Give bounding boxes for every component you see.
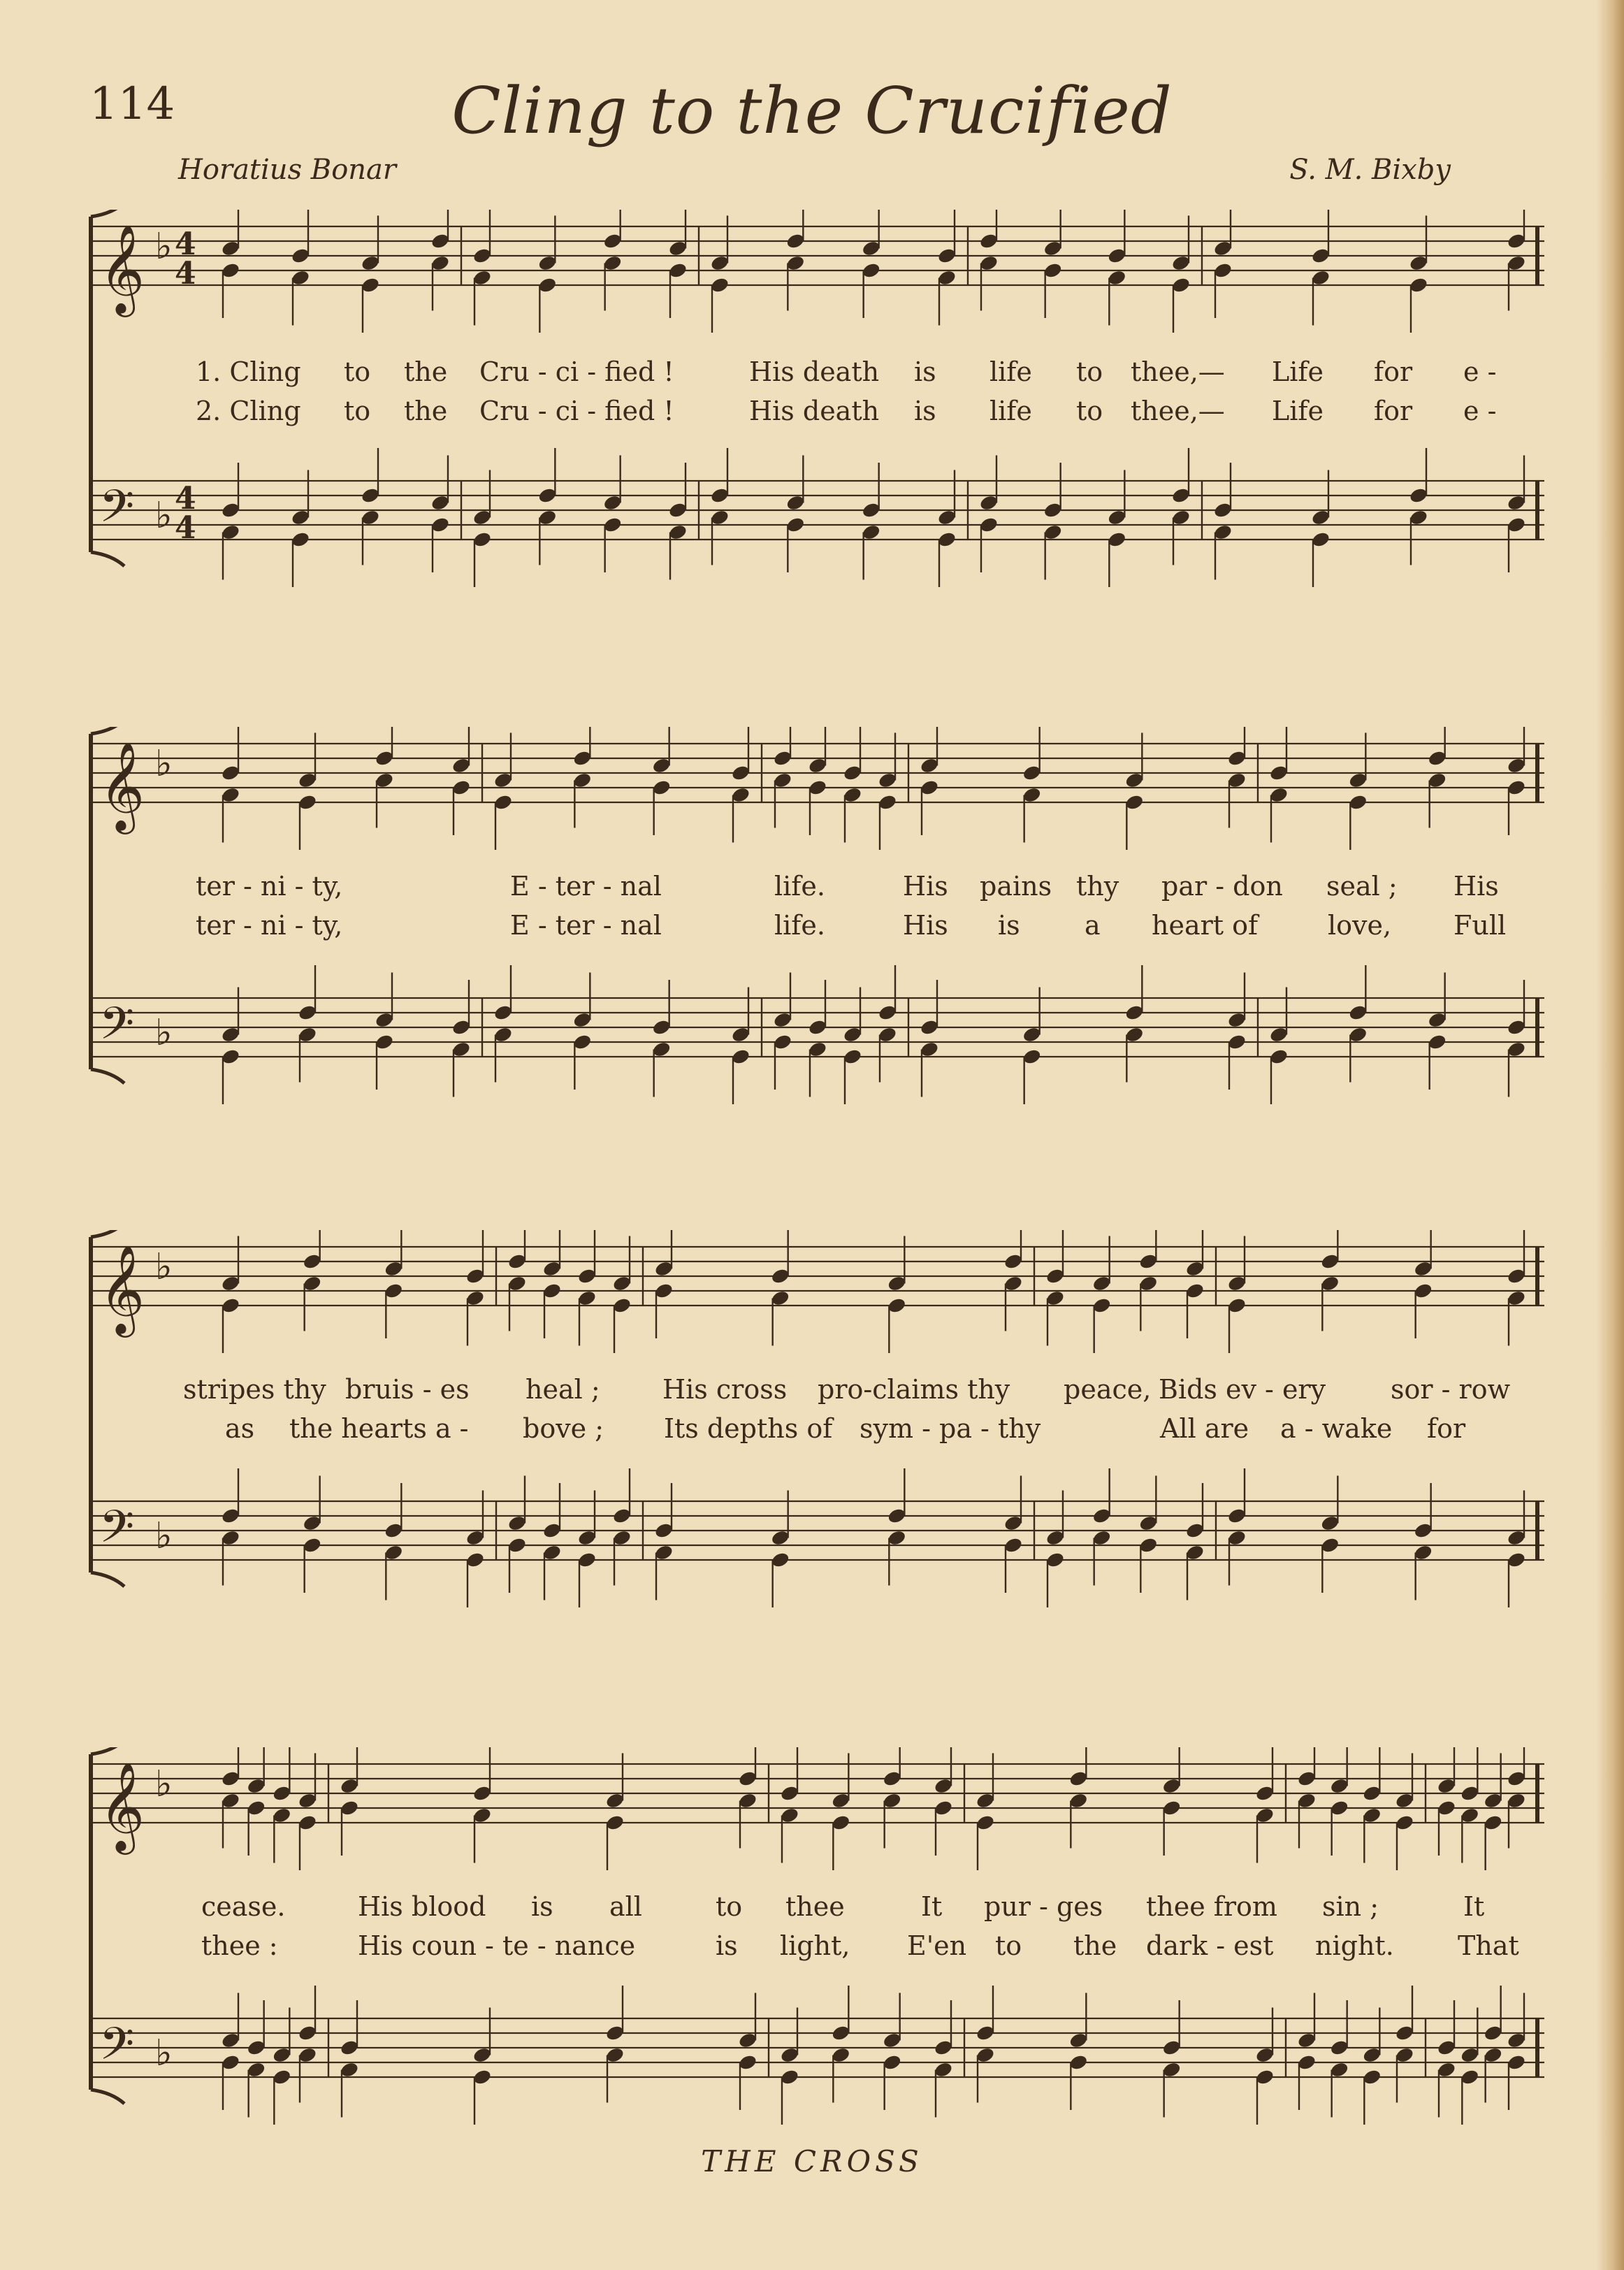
lyric-syllable: 2. Cling [196,396,301,426]
lyric-syllable: thee : [201,1930,278,1961]
lyric-syllable: stripes thy [183,1374,326,1405]
lyric-syllable: life [989,396,1032,426]
lyric-syllable: par - don [1161,871,1283,902]
lyric-syllable: It [921,1891,943,1922]
lyric-syllable: Life [1272,396,1324,426]
music-system-1 [0,210,1624,601]
lyric-syllable: sin ; [1322,1891,1379,1922]
lyric-syllable: His [1453,871,1499,902]
verse-1-line [0,356,1624,396]
verse-2-line [0,396,1624,435]
lyric-syllable: His [903,871,948,902]
lyric-syllable: Cru - ci - fied ! [479,396,674,426]
lyric-syllable: Cru - ci - fied ! [479,356,674,387]
lyric-syllable: to [1076,396,1103,426]
lyric-syllable: His death [749,356,880,387]
lyric-syllable: E - ter - nal [510,871,662,902]
lyric-syllable: is [531,1891,553,1922]
lyric-syllable: for [1374,356,1413,387]
svg-text:𝄞: 𝄞 [99,1761,145,1851]
svg-text:𝄞: 𝄞 [99,224,145,313]
lyric-syllable: life [989,356,1032,387]
lyric-syllable: E'en [907,1930,967,1961]
lyric-syllable: to [716,1891,743,1922]
svg-text:♭: ♭ [155,1012,173,1054]
svg-text:♭: ♭ [155,1763,173,1805]
svg-text:♭: ♭ [155,226,173,268]
lyric-syllable: for [1427,1413,1466,1444]
lyric-syllable: 1. Cling [196,356,301,387]
lyric-syllable: to [344,356,371,387]
lyric-syllable: cease. [201,1891,286,1922]
lyric-syllable: a [1085,910,1101,941]
lyric-syllable: His death [749,396,880,426]
verse-2-line [0,1930,1624,1969]
lyric-syllable: bruis - es [345,1374,470,1405]
svg-text:𝄢: 𝄢 [99,998,135,1061]
svg-text:4: 4 [175,510,196,546]
lyric-syllable: His [903,910,948,941]
lyric-syllable: Full [1453,910,1507,941]
lyric-syllable: seal ; [1326,871,1398,902]
svg-text:𝄢: 𝄢 [99,481,135,544]
lyric-syllable: heart of [1152,910,1259,941]
lyric-syllable: the [1073,1930,1117,1961]
verse-1-line [0,1374,1624,1413]
lyric-syllable: love, [1328,910,1392,941]
lyric-syllable: That [1458,1930,1519,1961]
lyric-syllable: light, [780,1930,850,1961]
lyric-syllable: Bids ev - ery [1159,1374,1326,1405]
hymn-title: Cling to the Crucified [451,73,1173,148]
verse-2-line [0,910,1624,949]
svg-text:♭: ♭ [155,1515,173,1557]
lyric-syllable: life. [774,910,825,941]
verse-1-line [0,1891,1624,1930]
music-system-4 [0,1747,1624,2139]
lyric-syllable: e - [1463,356,1497,387]
lyric-syllable: sym - pa - thy [860,1413,1041,1444]
composer: S. M. Bixby [1289,154,1451,186]
lyric-syllable: the hearts a - [289,1413,469,1444]
svg-text:𝄢: 𝄢 [99,2018,135,2081]
lyricist: Horatius Bonar [178,154,397,186]
lyric-syllable: bove ; [523,1413,604,1444]
lyric-syllable: is [716,1930,738,1961]
svg-text:𝄢: 𝄢 [99,1501,135,1564]
lyric-syllable: all [609,1891,642,1922]
verse-2-line [0,1413,1624,1452]
lyric-syllable: to [995,1930,1022,1961]
lyric-syllable: night. [1315,1930,1394,1961]
lyric-syllable: the [404,396,448,426]
lyric-syllable: pains [980,871,1052,902]
lyric-syllable: His blood [358,1891,486,1922]
verse-1-line [0,871,1624,910]
lyric-syllable: peace, [1064,1374,1152,1405]
lyric-syllable: pur - ges [984,1891,1103,1922]
svg-text:♭: ♭ [155,495,173,537]
lyric-syllable: is [914,356,936,387]
lyric-syllable: thee,— [1131,396,1225,426]
page-number: 114 [89,78,175,130]
svg-text:4: 4 [175,481,196,516]
svg-text:♭: ♭ [155,2032,173,2074]
lyric-syllable: ter - ni - ty, [196,871,343,902]
section-footer: THE CROSS [701,2144,923,2178]
lyric-syllable: Life [1272,356,1324,387]
lyric-syllable: thee [785,1891,845,1922]
lyric-syllable: heal ; [525,1374,600,1405]
lyric-syllable: His coun - te - nance [358,1930,636,1961]
lyric-syllable: It [1463,1891,1485,1922]
lyric-syllable: to [1076,356,1103,387]
lyric-syllable: ter - ni - ty, [196,910,343,941]
lyric-syllable: pro-claims thy [818,1374,1010,1405]
lyric-syllable: dark - est [1146,1930,1274,1961]
lyric-syllable: life. [774,871,825,902]
lyric-syllable: thy [1076,871,1119,902]
svg-text:♭: ♭ [155,1246,173,1288]
svg-text:4: 4 [175,256,196,291]
lyric-syllable: a - wake [1280,1413,1393,1444]
lyric-syllable: as [225,1413,255,1444]
music-system-2 [0,727,1624,1118]
lyric-syllable: His cross [662,1374,788,1405]
music-system-3 [0,1230,1624,1621]
lyric-syllable: to [344,396,371,426]
svg-text:♭: ♭ [155,743,173,785]
svg-text:𝄞: 𝄞 [99,741,145,830]
lyric-syllable: for [1374,396,1413,426]
lyric-syllable: E - ter - nal [510,910,662,941]
lyric-syllable: Its depths of [664,1413,833,1444]
lyric-syllable: thee from [1146,1891,1277,1922]
svg-text:𝄞: 𝄞 [99,1244,145,1333]
lyric-syllable: All are [1160,1413,1249,1444]
lyric-syllable: the [404,356,448,387]
lyric-syllable: e - [1463,396,1497,426]
svg-text:4: 4 [175,226,196,262]
lyric-syllable: is [914,396,936,426]
lyric-syllable: thee,— [1131,356,1225,387]
lyric-syllable: is [998,910,1020,941]
lyric-syllable: sor - row [1391,1374,1511,1405]
